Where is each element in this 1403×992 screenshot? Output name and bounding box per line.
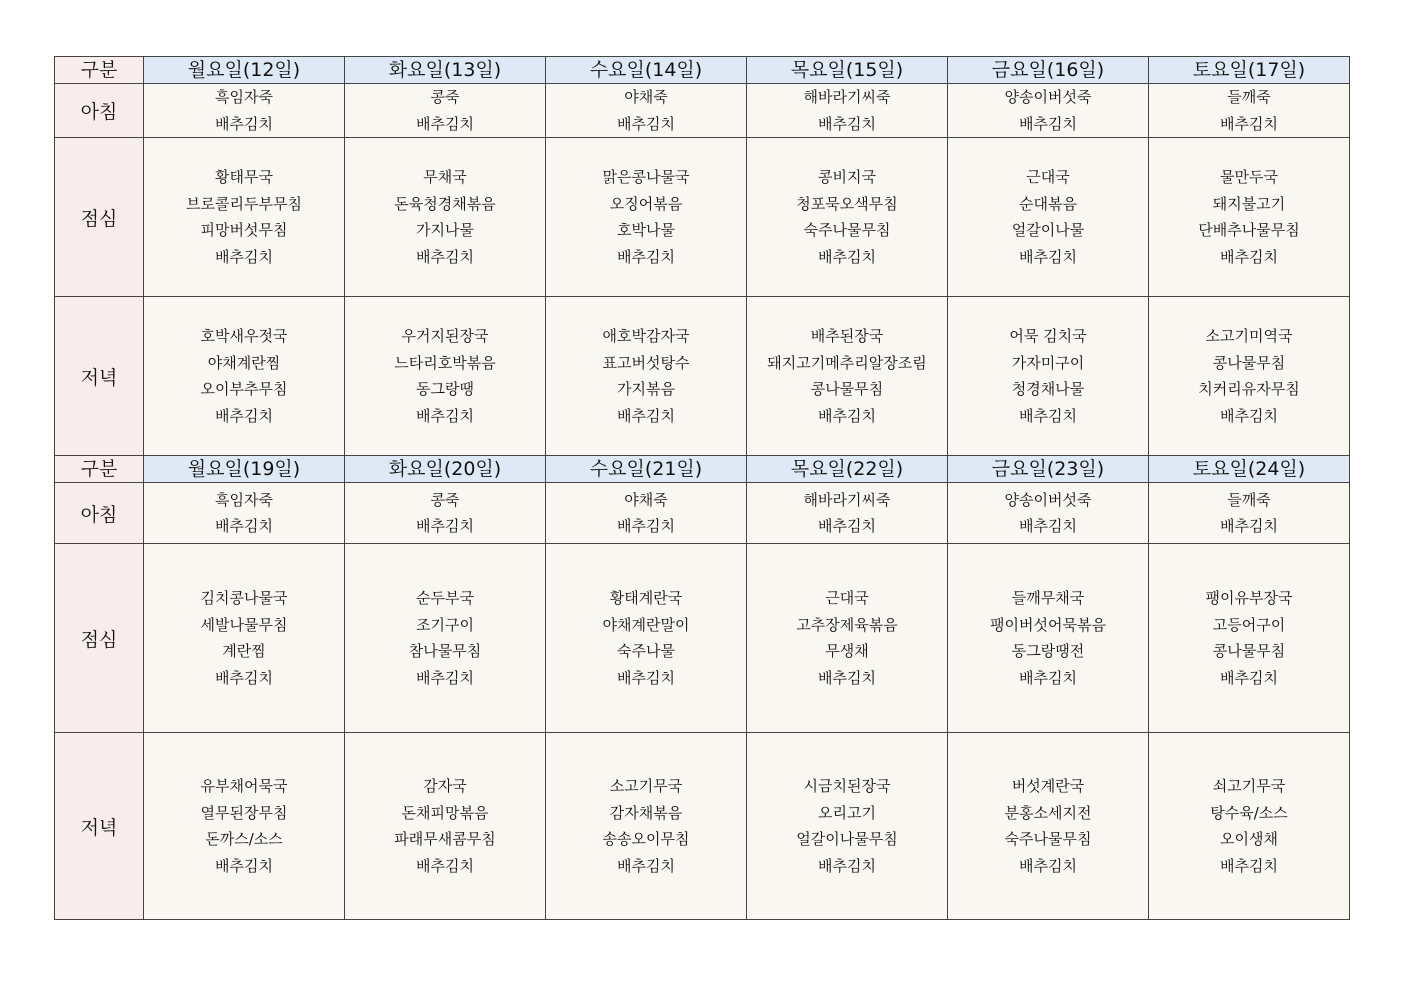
menu-item: 황태무국 bbox=[215, 168, 273, 186]
meal-label-breakfast: 아침 bbox=[55, 84, 144, 138]
menu-cell bbox=[546, 138, 747, 297]
dinner-row-week-2 bbox=[55, 733, 1350, 920]
lunch-row-week-1 bbox=[55, 138, 1350, 297]
meal-menu-table bbox=[54, 56, 1350, 920]
menu-item: 콩나물무침 bbox=[1212, 353, 1286, 372]
menu-item: 계란찜 bbox=[222, 642, 266, 660]
meal-label-dinner: 저녁 bbox=[55, 297, 144, 456]
menu-cell bbox=[144, 483, 345, 544]
day-header: 토요일(17일) bbox=[1149, 57, 1350, 84]
menu-item: 어묵 김치국 bbox=[1009, 327, 1087, 345]
menu-item: 얼갈이나물무침 bbox=[796, 830, 898, 848]
menu-item: 흑임자죽 bbox=[215, 490, 273, 509]
menu-cell bbox=[948, 483, 1149, 544]
menu-item: 배추김치 bbox=[617, 517, 675, 535]
menu-item: 호박나물 bbox=[617, 221, 675, 239]
menu-item: 황태계란국 bbox=[609, 589, 683, 607]
menu-cell bbox=[345, 297, 546, 456]
menu-item: 피망버섯무침 bbox=[200, 221, 288, 239]
menu-item: 김치콩나물국 bbox=[200, 589, 288, 607]
menu-item: 배추김치 bbox=[1019, 114, 1077, 133]
menu-cell bbox=[1149, 733, 1350, 920]
menu-cell bbox=[144, 544, 345, 733]
day-header: 수요일(21일) bbox=[546, 456, 747, 483]
menu-item: 배추김치 bbox=[215, 247, 273, 266]
menu-item: 배추김치 bbox=[1220, 406, 1278, 425]
menu-item: 배추김치 bbox=[617, 114, 675, 133]
menu-item: 배추김치 bbox=[1220, 856, 1278, 875]
menu-item: 순대볶음 bbox=[1019, 194, 1077, 213]
menu-item: 숙주나물 bbox=[617, 642, 675, 660]
menu-item: 배추김치 bbox=[617, 247, 675, 266]
menu-item: 오이생채 bbox=[1220, 830, 1278, 848]
menu-item: 물만두국 bbox=[1220, 168, 1278, 186]
menu-item: 배추김치 bbox=[1019, 247, 1077, 266]
menu-item: 분홍소세지전 bbox=[1004, 803, 1092, 822]
menu-item: 단배추나물무침 bbox=[1198, 221, 1300, 239]
dinner-row-week-1 bbox=[55, 297, 1350, 456]
menu-cell bbox=[546, 544, 747, 733]
breakfast-row-week-2 bbox=[55, 483, 1350, 544]
menu-cell bbox=[345, 733, 546, 920]
menu-cell bbox=[747, 544, 948, 733]
menu-item: 해바라기씨죽 bbox=[803, 490, 891, 509]
menu-item: 오리고기 bbox=[818, 803, 876, 822]
menu-cell bbox=[546, 84, 747, 138]
menu-item: 근대국 bbox=[1026, 168, 1070, 186]
menu-item: 배추김치 bbox=[215, 517, 273, 535]
menu-cell bbox=[747, 483, 948, 544]
menu-cell bbox=[144, 84, 345, 138]
menu-item: 배추김치 bbox=[818, 406, 876, 425]
menu-cell bbox=[747, 733, 948, 920]
menu-item: 호박새우젓국 bbox=[200, 327, 288, 345]
menu-item: 팽이유부장국 bbox=[1205, 589, 1293, 607]
menu-item: 유부채어묵국 bbox=[200, 777, 288, 795]
menu-item: 배추김치 bbox=[1220, 517, 1278, 535]
menu-cell bbox=[345, 84, 546, 138]
menu-cell bbox=[546, 733, 747, 920]
menu-item: 배추김치 bbox=[416, 114, 474, 133]
menu-item: 콩나물무침 bbox=[810, 380, 884, 398]
meal-label-lunch: 점심 bbox=[55, 544, 144, 733]
day-header: 목요일(22일) bbox=[747, 456, 948, 483]
menu-item: 배추김치 bbox=[818, 517, 876, 535]
menu-item: 배추김치 bbox=[1019, 517, 1077, 535]
menu-cell bbox=[747, 138, 948, 297]
menu-item: 오징어볶음 bbox=[609, 194, 683, 213]
menu-cell bbox=[345, 483, 546, 544]
menu-item: 돈까스/소스 bbox=[205, 830, 283, 848]
menu-item: 고등어구이 bbox=[1212, 615, 1286, 634]
menu-item: 배추김치 bbox=[1220, 247, 1278, 266]
day-header: 목요일(15일) bbox=[747, 57, 948, 84]
menu-item: 숙주나물무침 bbox=[803, 221, 891, 239]
menu-item: 세발나물무침 bbox=[200, 615, 288, 634]
menu-cell bbox=[546, 297, 747, 456]
menu-item: 우거지된장국 bbox=[401, 327, 489, 345]
menu-item: 야채계란말이 bbox=[602, 615, 690, 634]
menu-cell bbox=[546, 483, 747, 544]
menu-item: 야채죽 bbox=[624, 490, 668, 509]
menu-item: 참나물무침 bbox=[408, 642, 482, 660]
menu-item: 야채계란찜 bbox=[207, 353, 281, 372]
menu-item: 청포묵오색무침 bbox=[796, 194, 898, 213]
menu-item: 무채국 bbox=[423, 168, 467, 186]
menu-item: 감자채볶음 bbox=[609, 803, 683, 822]
menu-item: 배추김치 bbox=[416, 856, 474, 875]
menu-item: 열무된장무침 bbox=[200, 803, 288, 822]
menu-item: 양송이버섯죽 bbox=[1004, 88, 1092, 106]
menu-item: 가지나물 bbox=[416, 221, 474, 239]
menu-cell bbox=[345, 138, 546, 297]
day-header: 금요일(16일) bbox=[948, 57, 1149, 84]
meal-label-lunch: 점심 bbox=[55, 138, 144, 297]
menu-item: 콩비지국 bbox=[818, 168, 876, 186]
menu-item: 배추김치 bbox=[818, 856, 876, 875]
menu-cell bbox=[948, 84, 1149, 138]
menu-item: 돈육청경채볶음 bbox=[394, 194, 496, 213]
category-label: 구분 bbox=[55, 456, 144, 483]
menu-item: 배추김치 bbox=[215, 114, 273, 133]
menu-item: 배추김치 bbox=[818, 247, 876, 266]
menu-item: 오이부추무침 bbox=[200, 380, 288, 398]
menu-cell bbox=[747, 84, 948, 138]
menu-item: 들깨무채국 bbox=[1011, 589, 1085, 607]
menu-item: 얼갈이나물 bbox=[1011, 221, 1085, 239]
menu-item: 배추김치 bbox=[215, 406, 273, 425]
menu-cell bbox=[144, 733, 345, 920]
menu-item: 브로콜리두부무침 bbox=[186, 194, 302, 213]
menu-item: 숙주나물무침 bbox=[1004, 830, 1092, 848]
header-row-week-1 bbox=[55, 57, 1350, 84]
meal-label-dinner: 저녁 bbox=[55, 733, 144, 920]
menu-item: 감자국 bbox=[423, 777, 467, 795]
menu-item: 무생채 bbox=[825, 642, 869, 660]
menu-cell bbox=[1149, 483, 1350, 544]
menu-cell bbox=[1149, 544, 1350, 733]
menu-item: 배추김치 bbox=[1220, 668, 1278, 687]
menu-item: 시금치된장국 bbox=[803, 777, 891, 795]
day-header: 수요일(14일) bbox=[546, 57, 747, 84]
menu-item: 팽이버섯어묵볶음 bbox=[990, 615, 1106, 634]
day-header: 화요일(20일) bbox=[345, 456, 546, 483]
menu-item: 고추장제육볶음 bbox=[796, 615, 898, 634]
menu-item: 조기구이 bbox=[416, 615, 474, 634]
category-label: 구분 bbox=[55, 57, 144, 84]
menu-item: 들깨죽 bbox=[1227, 490, 1271, 509]
menu-item: 배추김치 bbox=[416, 406, 474, 425]
menu-item: 쇠고기무국 bbox=[1212, 777, 1286, 795]
menu-item: 흑임자죽 bbox=[215, 88, 273, 106]
menu-item: 콩죽 bbox=[430, 490, 460, 509]
menu-cell bbox=[747, 297, 948, 456]
menu-item: 배추김치 bbox=[215, 668, 273, 687]
menu-item: 배추김치 bbox=[416, 247, 474, 266]
menu-item: 돼지고기메추리알장조림 bbox=[767, 353, 927, 372]
menu-item: 파래무새콤무침 bbox=[394, 830, 496, 848]
day-header: 금요일(23일) bbox=[948, 456, 1149, 483]
menu-item: 근대국 bbox=[825, 589, 869, 607]
menu-item: 콩나물무침 bbox=[1212, 642, 1286, 660]
menu-item: 양송이버섯죽 bbox=[1004, 490, 1092, 509]
menu-cell bbox=[144, 138, 345, 297]
menu-item: 소고기미역국 bbox=[1205, 327, 1293, 345]
menu-item: 배추김치 bbox=[617, 668, 675, 687]
meal-label-breakfast: 아침 bbox=[55, 483, 144, 544]
day-header: 화요일(13일) bbox=[345, 57, 546, 84]
menu-cell bbox=[948, 138, 1149, 297]
menu-item: 배추김치 bbox=[818, 668, 876, 687]
menu-item: 표고버섯탕수 bbox=[602, 353, 690, 372]
menu-item: 돈채피망볶음 bbox=[401, 803, 489, 822]
lunch-row-week-2 bbox=[55, 544, 1350, 733]
menu-item: 배추김치 bbox=[215, 856, 273, 875]
menu-cell bbox=[948, 544, 1149, 733]
menu-item: 순두부국 bbox=[416, 589, 474, 607]
menu-item: 배추김치 bbox=[416, 517, 474, 535]
menu-item: 야채죽 bbox=[624, 88, 668, 106]
menu-cell bbox=[948, 733, 1149, 920]
day-header: 토요일(24일) bbox=[1149, 456, 1350, 483]
menu-item: 느타리호박볶음 bbox=[394, 353, 496, 372]
menu-item: 돼지불고기 bbox=[1212, 194, 1286, 213]
menu-item: 배추김치 bbox=[1220, 114, 1278, 133]
breakfast-row-week-1 bbox=[55, 84, 1350, 138]
menu-item: 동그랑땡 bbox=[416, 380, 474, 398]
menu-item: 동그랑땡전 bbox=[1011, 642, 1085, 660]
menu-item: 배추김치 bbox=[1019, 406, 1077, 425]
menu-item: 치커리유자무침 bbox=[1198, 380, 1300, 398]
day-header: 월요일(19일) bbox=[144, 456, 345, 483]
menu-item: 해바라기씨죽 bbox=[803, 88, 891, 106]
menu-item: 콩죽 bbox=[430, 88, 460, 106]
menu-item: 배추된장국 bbox=[810, 327, 884, 345]
menu-item: 가자미구이 bbox=[1011, 353, 1085, 372]
menu-item: 배추김치 bbox=[818, 114, 876, 133]
menu-item: 배추김치 bbox=[1019, 668, 1077, 687]
menu-item: 청경채나물 bbox=[1011, 380, 1085, 398]
menu-item: 배추김치 bbox=[416, 668, 474, 687]
menu-item: 들깨죽 bbox=[1227, 88, 1271, 106]
menu-item: 배추김치 bbox=[617, 406, 675, 425]
menu-item: 애호박감자국 bbox=[602, 327, 690, 345]
menu-cell bbox=[1149, 138, 1350, 297]
menu-cell bbox=[144, 297, 345, 456]
menu-cell bbox=[345, 544, 546, 733]
menu-item: 맑은콩나물국 bbox=[602, 168, 690, 186]
menu-item: 배추김치 bbox=[1019, 856, 1077, 875]
menu-body bbox=[55, 57, 1350, 920]
menu-item: 배추김치 bbox=[617, 856, 675, 875]
menu-cell bbox=[1149, 84, 1350, 138]
menu-item: 버섯계란국 bbox=[1011, 777, 1085, 795]
menu-item: 가지볶음 bbox=[617, 380, 675, 398]
header-row-week-2 bbox=[55, 456, 1350, 483]
day-header: 월요일(12일) bbox=[144, 57, 345, 84]
menu-cell bbox=[1149, 297, 1350, 456]
menu-cell bbox=[948, 297, 1149, 456]
menu-item: 탕수육/소스 bbox=[1210, 803, 1288, 822]
menu-item: 송송오이무침 bbox=[602, 830, 690, 848]
menu-item: 소고기무국 bbox=[609, 777, 683, 795]
